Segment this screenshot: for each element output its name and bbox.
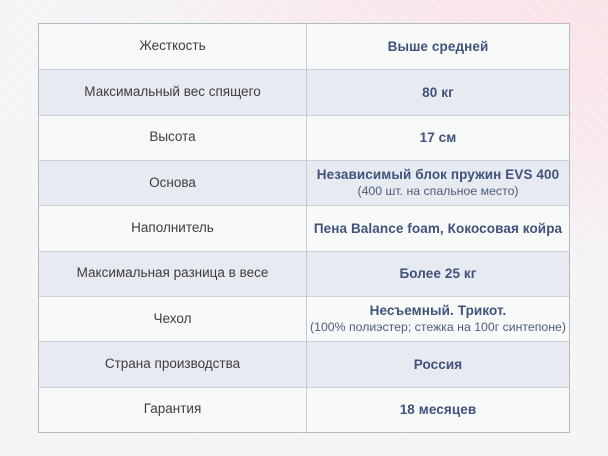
- spec-label: Наполнитель: [131, 220, 214, 236]
- spec-value-cell: [306, 342, 569, 386]
- spec-value-cell: [306, 24, 569, 69]
- table-row: [39, 115, 569, 160]
- spec-label-cell: [39, 24, 306, 69]
- spec-value: Россия: [413, 356, 463, 372]
- table-row: [39, 205, 569, 250]
- spec-label-cell: [39, 161, 306, 205]
- spec-label: Максимальная разница в весе: [76, 265, 269, 281]
- spec-label-cell: [39, 342, 306, 386]
- spec-label-cell: [39, 388, 306, 432]
- spec-value-note: (100% полиэстер; стежка на 100г синтепоне): [310, 319, 566, 334]
- spec-label: Основа: [149, 174, 196, 190]
- table-row: [39, 69, 569, 114]
- spec-value-cell: [306, 297, 569, 341]
- spec-label: Гарантия: [143, 401, 202, 417]
- table-row: [39, 160, 569, 205]
- spec-table: [38, 23, 570, 433]
- table-row: [39, 24, 569, 69]
- spec-label-cell: [39, 252, 306, 296]
- spec-value-cell: [306, 252, 569, 296]
- spec-value-note: (400 шт. на спальное место): [357, 183, 519, 198]
- spec-label-cell: [39, 297, 306, 341]
- spec-label-cell: [39, 70, 306, 114]
- spec-value: Более 25 кг: [399, 266, 477, 282]
- spec-label-cell: [39, 206, 306, 250]
- spec-label-cell: [39, 116, 306, 160]
- spec-value-cell: [306, 161, 569, 205]
- spec-value: 17 см: [419, 130, 457, 146]
- spec-value-cell: [306, 116, 569, 160]
- spec-label: Страна производства: [104, 356, 241, 372]
- spec-value-cell: [306, 206, 569, 250]
- table-row: [39, 341, 569, 386]
- table-row: [39, 296, 569, 341]
- spec-value: 18 месяцев: [399, 402, 477, 418]
- spec-value-cell: [306, 70, 569, 114]
- spec-value: Выше средней: [387, 38, 489, 54]
- spec-label: Чехол: [153, 310, 192, 326]
- spec-value: Независимый блок пружин EVS 400: [316, 167, 560, 183]
- spec-value: Пена Balance foam, Кокосовая койра: [313, 220, 563, 236]
- spec-label: Высота: [149, 129, 196, 145]
- spec-label: Жесткость: [139, 38, 206, 54]
- spec-label: Максимальный вес спящего: [84, 84, 261, 100]
- spec-value-cell: [306, 388, 569, 432]
- table-row: [39, 387, 569, 432]
- table-row: [39, 251, 569, 296]
- spec-value: 80 кг: [422, 84, 454, 100]
- spec-value: Несъемный. Трикот.: [369, 303, 507, 319]
